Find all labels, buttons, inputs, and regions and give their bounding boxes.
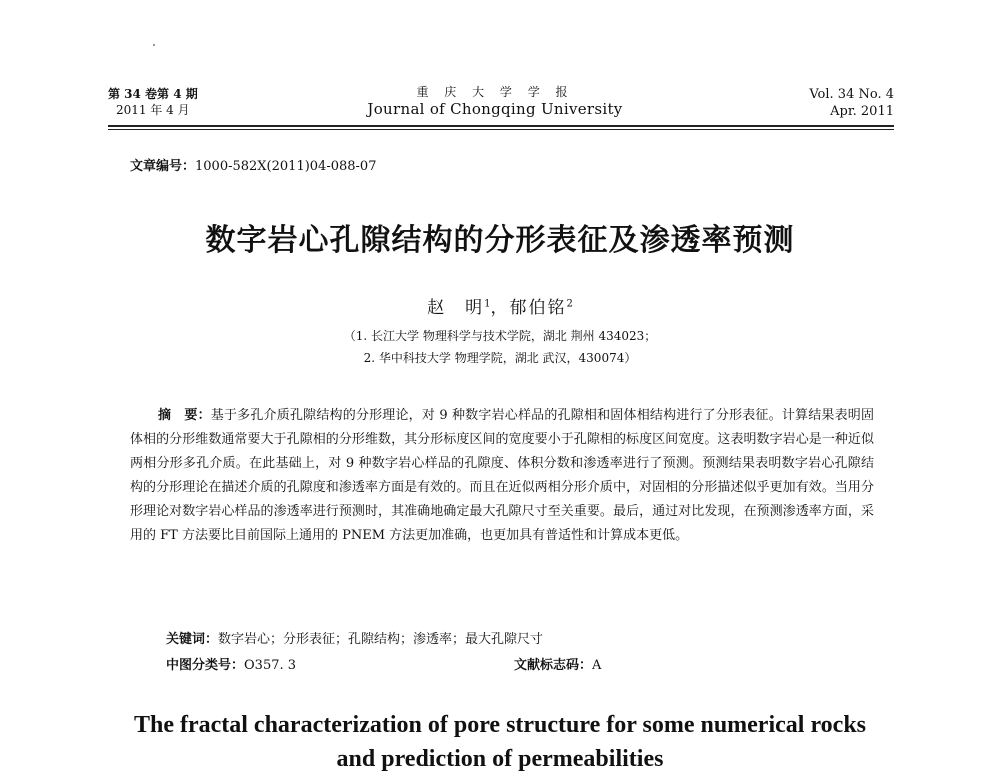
article-number <box>130 155 376 174</box>
author-2-affil-mark: 2 <box>566 298 573 310</box>
author-1: 赵 明 <box>427 298 485 318</box>
affiliation-1: （1. 长江大学 物理科学与技术学院，湖北 荆州 434023； <box>343 329 657 343</box>
affiliations <box>0 325 1000 369</box>
abstract <box>130 404 874 548</box>
doc-code-label: 文献标志码： <box>514 658 593 673</box>
authors <box>0 293 1000 318</box>
article-number-label: 文章编号： <box>130 159 196 174</box>
clc-value: O357. 3 <box>244 658 297 673</box>
header-right <box>809 86 894 120</box>
header-left <box>108 86 198 118</box>
affiliation-2: 2. 华中科技大学 物理学院，湖北 武汉，430074） <box>363 351 637 365</box>
header-center <box>340 84 650 118</box>
abstract-text: 基于多孔介质孔隙结构的分形理论，对 9 种数字岩心样品的孔隙相和固体相结构进行了分形表征。计算结果表明固体相的分形维数通常要大于孔隙相的分形维数，其分形标度区间的宽度要小于孔隙相的标度区间宽度。这表明数字岩心是一种近似两相分形多孔介质。在此基础上，对 9 种数字岩心样品的孔隙度、体积分数和渗透率进行了预测。预测结果表明数字岩心孔隙结构的分形理论在描述介质的孔隙度和渗透率方面是有效的。而且在近似两相分形介质中，对固相的分形描述似乎更加有效。当用分形理论对数字岩心样品的渗透率进行预测时，其准确地确定最大孔隙尺寸至关重要。最后，通过对比发现，在预测渗透率方面，采用的 FT 方法要比目前国际上通用的 PNEM 方法更加准确，也更加具有普适性和计算成本更低。 <box>130 408 874 543</box>
doc-code-value: A <box>592 658 602 673</box>
author-1-affil-mark: 1 <box>484 298 491 310</box>
journal-name-en: Journal of Chongqing University <box>367 100 623 118</box>
article-number-value: 1000-582X(2011)04-088-07 <box>195 159 377 174</box>
english-title-line-2: and prediction of permeabilities <box>336 746 664 772</box>
journal-name-cn: 重 庆 大 学 学 报 <box>416 85 574 99</box>
clc-number <box>166 654 296 673</box>
keywords <box>166 628 543 647</box>
document-code <box>514 654 601 673</box>
volume-en: Vol. 34 No. 4 <box>809 87 894 102</box>
keywords-label: 关键词： <box>166 632 219 647</box>
scan-speck <box>153 44 155 46</box>
english-title-line-1: The fractal characterization of pore structure for some numerical rocks <box>133 712 867 738</box>
keywords-text: 数字岩心；分形表征；孔隙结构；渗透率；最大孔隙尺寸 <box>218 632 544 647</box>
clc-label: 中图分类号： <box>166 658 245 673</box>
header-rule-thin <box>108 129 894 130</box>
page-title: 数字岩心孔隙结构的分形表征及渗透率预测 <box>205 223 795 258</box>
date-cn: 2011 年 4 月 <box>116 103 190 117</box>
english-title <box>0 708 1000 776</box>
date-en: Apr. 2011 <box>830 104 894 119</box>
header-rule-thick <box>108 125 894 127</box>
volume-cn: 第 34 卷第 4 期 <box>108 87 198 101</box>
author-2: 郁伯铭 <box>509 298 567 318</box>
author-separator: ， <box>490 298 510 318</box>
abstract-label: 摘 要： <box>158 408 211 423</box>
